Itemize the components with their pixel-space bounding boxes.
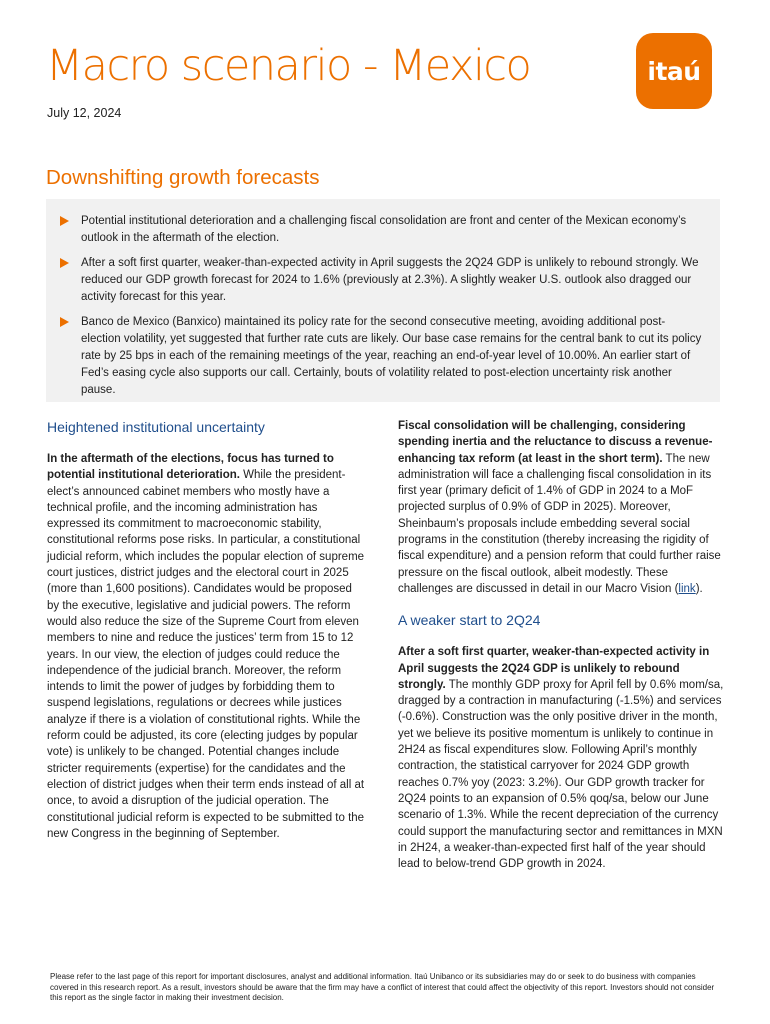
- bullet-arrow-icon: [60, 258, 69, 268]
- paragraph-lead: After a soft first quarter, weaker-than-expected activity in April suggests the 2Q24 GDP is unlikely to rebound strongly.: [398, 646, 710, 691]
- section-paragraph-activity: [398, 644, 726, 872]
- summary-bullet: [60, 213, 702, 247]
- summary-bullet-text: After a soft first quarter, weaker-than-expected activity in April suggests the 2Q24 GDP is unlikely to rebound strongly. We reduced our GDP growth forecast for 2024 to 1.6% (previously at 2.3%). A slightly weaker U.S. outlook also dragged our activity forecast for this year.: [81, 257, 699, 303]
- section-heading-activity: A weaker start to 2Q24: [398, 612, 541, 629]
- bullet-arrow-icon: [60, 317, 69, 327]
- section-paragraph-institutional: [47, 451, 365, 842]
- section-paragraph-fiscal: [398, 418, 726, 597]
- itau-logo: [636, 33, 712, 109]
- paragraph-lead: Fiscal consolidation will be challenging, considering spending inertia and the reluctance to discuss a revenue-enhancing tax reform (at least in the short term).: [398, 420, 713, 465]
- left-column: [47, 418, 365, 842]
- paragraph-body: The monthly GDP proxy for April fell by 0.6% mom/sa, dragged by a contraction in manufacturing (-1.5%) and services (-0.6%). Construction was the only positive driver in the month, yet we believe its positive momentum is unlikely to continue in 2H24 as fiscal expenditures slow. Following April’s monthly contraction, the statistical carryover for 2024 GDP growth reaches 0.7% yoy (2023: 3.2%). Our GDP growth tracker for 2Q24 points to an expansion of 0.5% qoq/sa, below our June scenario of 1.3%. While the recent depreciation of the currency could support the manufacturing sector and remittances in MXN in 2H24, a weaker-than-expected first half of the year should lead to below-trend GDP growth in 2024.: [398, 678, 724, 871]
- right-column: [398, 418, 726, 872]
- summary-bullet-text: Potential institutional deterioration and a challenging fiscal consolidation are front and center of the Mexican economy’s outlook in the aftermath of the election.: [81, 215, 687, 244]
- report-date: July 12, 2024: [47, 106, 122, 120]
- report-title: Macro scenario - Mexico: [46, 41, 531, 91]
- paragraph-tail: ).: [695, 582, 703, 595]
- bullet-arrow-icon: [60, 216, 69, 226]
- summary-box: [46, 199, 720, 402]
- macro-vision-link[interactable]: link: [678, 582, 696, 595]
- disclaimer-footer: Please refer to the last page of this report for important disclosures, analyst and additional information. Itaú Unibanco or its subsidiaries may do or seek to do business with companies covered in this research report. As a result, investors should be aware that the firm may have a conflict of interest that could affect the objectivity of this report. Investors should not consider this report as the single factor in making their investment decision.: [50, 972, 715, 1002]
- logo-text: itaú: [647, 56, 701, 86]
- summary-bullet: [60, 255, 702, 306]
- summary-bullet: [60, 314, 702, 399]
- section-heading-institutional: Heightened institutional uncertainty: [47, 419, 265, 435]
- summary-bullet-text: Banco de Mexico (Banxico) maintained its policy rate for the second consecutive meeting, avoiding additional post-election volatility, yet suggested that further rate cuts are likely. Our base case remains for the central bank to cut its policy rate by 25 bps in each of the remaining meetings of the year, reaching an end-of-year level of 10.00%. An earlier start of Fed’s easing cycle also supports our call. Certainly, bouts of volatility related to post-election uncertainty risk another pause.: [81, 316, 702, 396]
- paragraph-body: While the president-elect’s announced cabinet members who mostly have a technical profile, and the incoming administration has expressed its commitment to macroeconomic stability, constitutional reforms pose risks. In particular, a constitutional judicial reform, which includes the popular election of supreme court justices, district judges and the electoral court in 2025 (more than 1,600 positions). Candidates would be proposed by the executive, legislative and judicial powers. The reform would also reduce the size of the Supreme Court from eleven members to nine and reduce the justices’ term from 15 to 12 years. In our view, the election of judges could reduce the independence of the judicial branch. Moreover, the reform intends to limit the power of judges by forbidding them to suspend legislations, regulations or decrees while justices analyze if there is a violation of constitutional rights. While the reform could be adjusted, its core (electing judges by popular vote) is unlikely to be changed. Potential changes include stricter requirements (expertise) for the candidates and the election of district judges when their term ends instead of all at once, to avoid a disruption of the judicial operation. The constitutional judicial reform is expected to be submitted to the new Congress in the beginning of September.: [47, 469, 365, 840]
- paragraph-lead: In the aftermath of the elections, focus has turned to potential institutional deterioration.: [47, 453, 334, 482]
- headline: Downshifting growth forecasts: [46, 166, 320, 189]
- paragraph-body: The new administration will face a challenging fiscal consolidation in its first year (primary deficit of 1.4% of GDP in 2024 to a MoF projected surplus of 0.9% of GDP in 2025). Moreover, Sheinbaum’s proposals include embedding several social programs in the constitution (thereby increasing the rigidity of fiscal expenditure) and a pension reform that could further raise pressure on the fiscal outlook, albeit modestly. These challenges are discussed in detail in our Macro Vision (: [398, 452, 721, 595]
